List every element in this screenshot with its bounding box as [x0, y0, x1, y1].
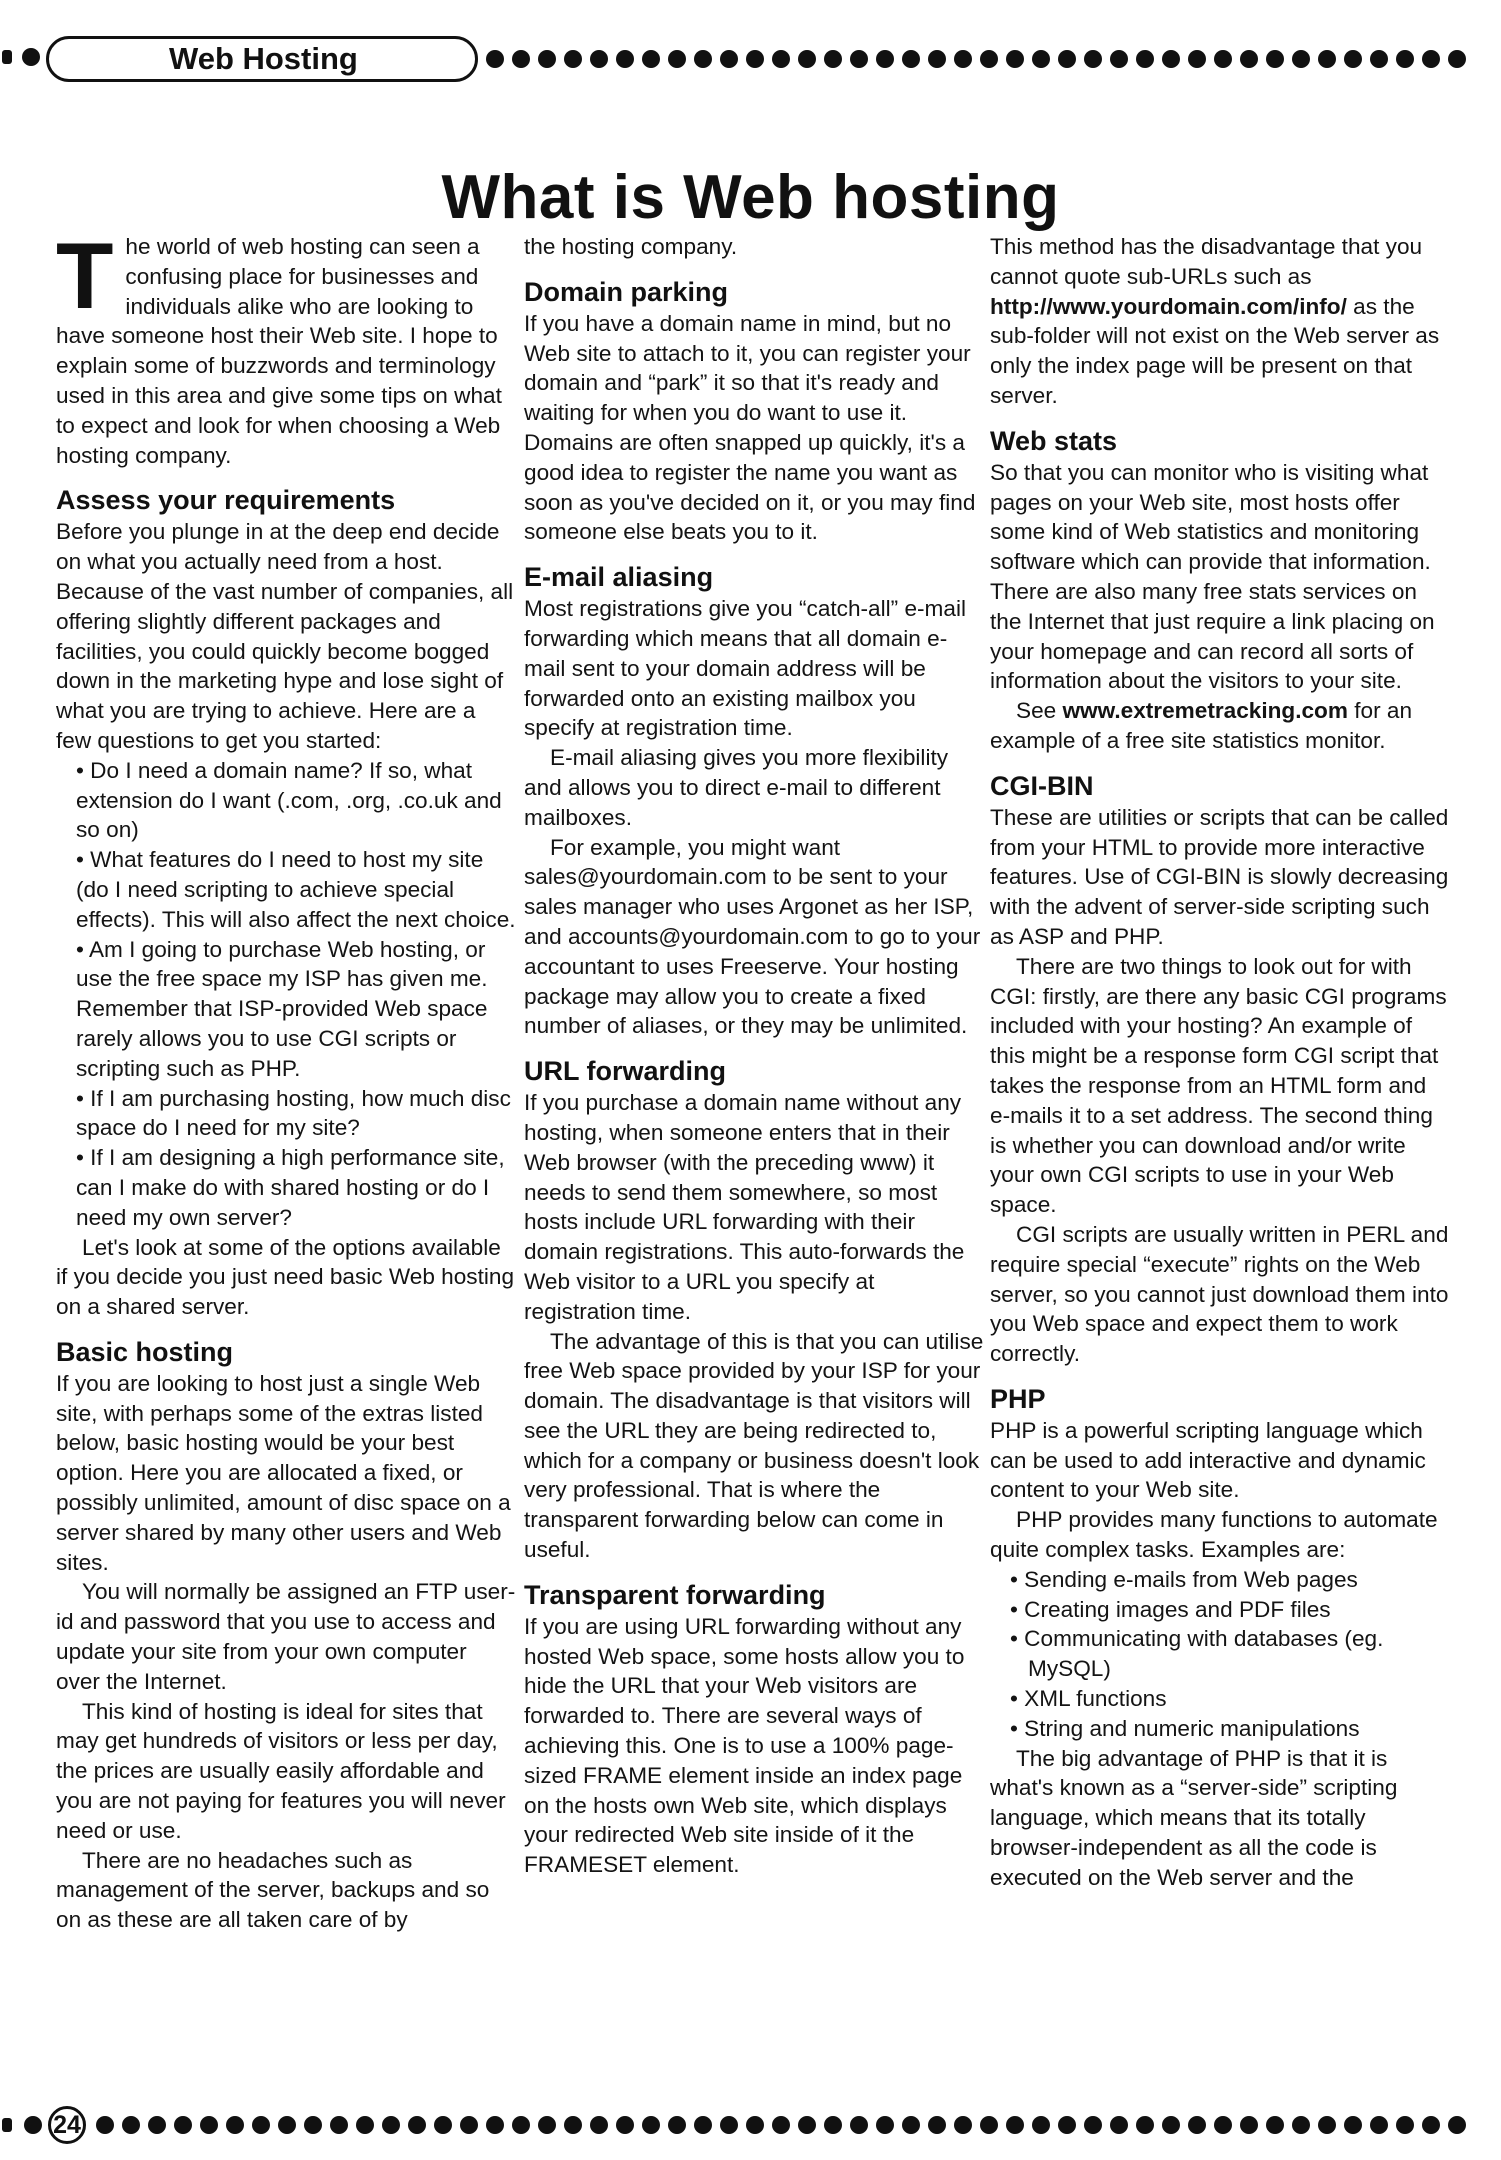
decorative-dot	[1136, 50, 1154, 68]
list-item: • Do I need a domain name? If so, what extension do I want (.com, .org, .co.uk and so on)	[76, 757, 502, 843]
decorative-dot	[980, 50, 998, 68]
list-item: • If I am designing a high performance site, can I make do with shared hosting or do I need my own server?	[76, 1145, 505, 1230]
paragraph: Let's look at some of the options available if you decide you just need basic Web hosting on a shared server.	[56, 1234, 515, 1320]
decorative-dot	[876, 50, 894, 68]
decorative-dot	[1344, 50, 1362, 68]
section-label-pill	[46, 36, 478, 82]
decorative-dot	[642, 2116, 660, 2134]
heading-cgi-bin: CGI-BIN	[990, 770, 1094, 801]
decorative-dot	[668, 50, 686, 68]
decorative-dot	[772, 50, 790, 68]
decorative-dot	[798, 50, 816, 68]
decorative-dot	[122, 2116, 140, 2134]
paragraph: Before you plunge in at the deep end decide on what you actually need from a host. Because of the vast number of companies, all offering slightly different packages and facilities, you could quickly become bogged down in the marketing hype and lose sight of what you are trying to achieve. Here are a few questions to get you started:	[56, 519, 514, 753]
decorative-dot	[902, 2116, 920, 2134]
decorative-dot	[1110, 2116, 1128, 2134]
decorative-dot	[1032, 2116, 1050, 2134]
decorative-dot	[486, 2116, 504, 2134]
footer-dot-rule	[96, 2110, 1474, 2140]
decorative-dot	[22, 48, 40, 66]
decorative-dot	[304, 2116, 322, 2134]
decorative-dot	[382, 2116, 400, 2134]
decorative-dot	[1058, 2116, 1076, 2134]
decorative-dot	[1344, 2116, 1362, 2134]
decorative-dot	[1396, 2116, 1414, 2134]
decorative-dot	[148, 2116, 166, 2134]
decorative-dot	[694, 2116, 712, 2134]
decorative-dot	[1058, 50, 1076, 68]
decorative-dot	[1162, 2116, 1180, 2134]
paragraph: CGI scripts are usually written in PERL and require special “execute” rights on the Web server, so you cannot just download them into you Web space and expect them to work correctly.	[990, 1221, 1449, 1367]
question-list	[56, 756, 516, 1233]
paragraph: See www.extremetracking.com for an example of a free site statistics monitor.	[990, 698, 1413, 753]
decorative-dot	[278, 2116, 296, 2134]
decorative-dot	[746, 2116, 764, 2134]
section-label: Web Hosting	[169, 41, 358, 76]
decorative-dot	[1266, 50, 1284, 68]
paragraph: If you purchase a domain name without any hosting, when someone enters that in their Web browser (with the preceding www) it needs to send them somewhere, so most hosts include URL forwarding with their domain registrations. This auto-forwards the Web visitor to a URL you specify at registration time.	[524, 1090, 965, 1324]
decorative-dot	[564, 50, 582, 68]
decorative-dot	[824, 50, 842, 68]
decorative-dot	[1188, 50, 1206, 68]
decorative-dot	[954, 50, 972, 68]
heading-domain-parking: Domain parking	[524, 276, 729, 307]
heading-assess: Assess your requirements	[56, 485, 396, 516]
decorative-dot	[1292, 2116, 1310, 2134]
decorative-dot	[1318, 50, 1336, 68]
column-1	[56, 223, 516, 1935]
decorative-dot	[1136, 2116, 1154, 2134]
decorative-dot	[434, 2116, 452, 2134]
paragraph: There are two things to look out for with CGI: firstly, are there any basic CGI programs included with your hosting? An example of this might be a response form CGI script that takes the response from an HTML form and e-mails it to a set address. The second thing is whether you can download and/or write your own CGI scripts to use in your Web space.	[990, 953, 1447, 1218]
drop-cap: T	[56, 223, 114, 328]
decorative-dot	[980, 2116, 998, 2134]
decorative-dot	[1162, 50, 1180, 68]
decorative-dot	[772, 2116, 790, 2134]
decorative-dot	[1110, 50, 1128, 68]
decorative-dot	[850, 2116, 868, 2134]
paragraph: If you are looking to host just a single Web site, with perhaps some of the extras listed below, basic hosting would be your best option. Here you are allocated a fixed, or possibly unlimited, amount of disc space on a server shared by many other users and Web sites.	[56, 1370, 511, 1575]
php-feature-list	[990, 1565, 1450, 1744]
decorative-dot	[408, 2116, 426, 2134]
decorative-dot	[1240, 50, 1258, 68]
heading-web-stats: Web stats	[990, 425, 1118, 456]
list-item: • Am I going to purchase Web hosting, or use the free space my ISP has given me. Remember that ISP-provided Web space rarely allows you to use CGI scripts or scripting such as PHP.	[76, 936, 488, 1081]
list-item: • Creating images and PDF files	[1010, 1596, 1331, 1622]
decorative-dot	[590, 2116, 608, 2134]
decorative-dot	[642, 50, 660, 68]
decorative-dot	[1396, 50, 1414, 68]
list-item: • What features do I need to host my site (do I need scripting to achieve special effects). This will also affect the next choice.	[76, 847, 516, 932]
paragraph: You will normally be assigned an FTP user-id and password that you use to access and update your site from your own computer over the Internet.	[56, 1579, 516, 1694]
decorative-dot	[1422, 50, 1440, 68]
heading-url-forwarding: URL forwarding	[524, 1056, 726, 1087]
example-url: http://www.yourdomain.com/info/	[990, 293, 1347, 319]
decorative-dot	[564, 2116, 582, 2134]
paragraph: The advantage of this is that you can utilise free Web space provided by your ISP for your domain. The disadvantage is that visitors will see the URL they are being redirected to, which for a company or business doesn't look very professional. That is where the transparent forwarding below can come in useful.	[524, 1328, 984, 1563]
decorative-dot	[252, 2116, 270, 2134]
paragraph: For example, you might want sales@yourdomain.com to be sent to your sales manager who uses Argonet as her ISP, and accounts@yourdomain.com to go to your accountant to uses Freeserve. Your hosting package may allow you to create a fixed number of aliases, or they may be unlimited.	[524, 834, 981, 1039]
decorative-dot	[1422, 2116, 1440, 2134]
decorative-dot	[1370, 2116, 1388, 2134]
list-item: • Sending e-mails from Web pages	[1010, 1566, 1358, 1592]
paragraph: If you have a domain name in mind, but no Web site to attach to it, you can register your domain and “park” it so that it's ready and waiting for when you do want to use it. Domains are often snapped up quickly, it's a good idea to register the name you want as soon as you've decided on it, or you may find someone else beats you to it.	[524, 310, 976, 545]
decorative-dot	[96, 2116, 114, 2134]
decorative-dot	[1032, 50, 1050, 68]
stats-url: www.extremetracking.com	[1062, 698, 1348, 724]
decorative-dot	[616, 2116, 634, 2134]
page-footer	[0, 2106, 1501, 2150]
decorative-dot	[1084, 50, 1102, 68]
decorative-dot	[24, 2116, 42, 2134]
decorative-dot	[954, 2116, 972, 2134]
paragraph: Most registrations give you “catch-all” e-mail forwarding which means that all domain e-mail sent to your domain address will be forwarded onto an existing mailbox you specify at registration time.	[524, 596, 966, 741]
column-2	[524, 232, 984, 1880]
decorative-dot	[538, 50, 556, 68]
page-number-badge: 24	[48, 2106, 86, 2144]
decorative-dot	[1370, 50, 1388, 68]
paragraph: This method has the disadvantage that you cannot quote sub-URLs such as http://www.yourdomain.com/info/ as the sub-folder will not exist on the Web server as only the index page will be present on that server.	[990, 234, 1440, 408]
decorative-dot	[1448, 2116, 1466, 2134]
decorative-dot	[694, 50, 712, 68]
decorative-dot	[928, 2116, 946, 2134]
heading-php: PHP	[990, 1383, 1046, 1414]
decorative-dot	[1188, 2116, 1206, 2134]
decorative-dot	[200, 2116, 218, 2134]
decorative-dot	[330, 2116, 348, 2134]
decorative-dot	[512, 2116, 530, 2134]
heading-basic-hosting: Basic hosting	[56, 1336, 234, 1367]
paragraph: PHP provides many functions to automate quite complex tasks. Examples are:	[990, 1507, 1438, 1563]
decorative-dot	[1084, 2116, 1102, 2134]
paragraph: This kind of hosting is ideal for sites that may get hundreds of visitors or less per day, the prices are usually easily affordable and you are not paying for features you will never need or use.	[56, 1698, 506, 1843]
decorative-dot	[1318, 2116, 1336, 2134]
list-item: • If I am purchasing hosting, how much disc space do I need for my site?	[76, 1085, 511, 1141]
decorative-dot	[902, 50, 920, 68]
decorative-dot	[746, 50, 764, 68]
decorative-dot	[356, 2116, 374, 2134]
decorative-dot	[876, 2116, 894, 2134]
decorative-dot	[668, 2116, 686, 2134]
decorative-dot	[616, 50, 634, 68]
decorative-dot	[590, 50, 608, 68]
decorative-dot	[1006, 50, 1024, 68]
list-item: • XML functions	[1010, 1686, 1167, 1712]
paragraph: If you are using URL forwarding without any hosted Web space, some hosts allow you to hide the URL that your Web visitors are forwarded to. There are several ways of achieving this. One is to use a 100% page-sized FRAME element inside an index page on the hosts own Web site, which displays your redirected Web site inside of it the FRAMESET element.	[524, 1613, 965, 1878]
decorative-dot	[824, 2116, 842, 2134]
decorative-dot	[538, 2116, 556, 2134]
decorative-dot	[850, 50, 868, 68]
decorative-dot	[226, 2116, 244, 2134]
header-dot-rule	[486, 44, 1474, 74]
paragraph: E-mail aliasing gives you more flexibility and allows you to direct e-mail to different mailboxes.	[524, 745, 949, 830]
decorative-dot	[2, 50, 12, 64]
heading-transparent-forwarding: Transparent forwarding	[524, 1579, 826, 1610]
decorative-dot	[460, 2116, 478, 2134]
column-3	[990, 232, 1450, 1893]
decorative-dot	[798, 2116, 816, 2134]
paragraph: So that you can monitor who is visiting what pages on your Web site, most hosts offer some kind of Web statistics and monitoring software which can provide that information. There are also many free stats services on the Internet that just require a link placing on your homepage and can record all sorts of information about the visitors to your site.	[990, 459, 1435, 694]
heading-email-aliasing: E-mail aliasing	[524, 562, 714, 593]
decorative-dot	[1006, 2116, 1024, 2134]
decorative-dot	[1292, 50, 1310, 68]
list-item: • String and numeric manipulations	[1010, 1715, 1360, 1741]
section-header	[0, 36, 1501, 86]
decorative-dot	[720, 50, 738, 68]
paragraph: There are no headaches such as management of the server, backups and so on as these are all taken care of by	[56, 1847, 490, 1933]
page-title: What is Web hosting	[441, 162, 1060, 232]
decorative-dot	[174, 2116, 192, 2134]
decorative-dot	[1448, 50, 1466, 68]
paragraph: The big advantage of PHP is that it is what's known as a “server-side” scripting language, which means that its totally browser-independent as all the code is executed on the Web server and the	[990, 1745, 1398, 1890]
decorative-dot	[486, 50, 504, 68]
decorative-dot	[1214, 50, 1232, 68]
paragraph: These are utilities or scripts that can be called from your HTML to provide more interactive features. Use of CGI-BIN is slowly decreasing with the advent of server-side scripting such as ASP and PHP.	[990, 804, 1449, 949]
decorative-dot	[720, 2116, 738, 2134]
decorative-dot	[512, 50, 530, 68]
intro-paragraph: The world of web hosting can seen a confusing place for businesses and individuals alike who are looking to have someone host their Web site. I hope to explain some of buzzwords and terminology used in this area and give some tips on what to expect and look for when choosing a Web hosting company.	[56, 223, 502, 468]
decorative-dot	[928, 50, 946, 68]
decorative-dot	[2, 2118, 12, 2132]
paragraph: PHP is a powerful scripting language which can be used to add interactive and dynamic content to your Web site.	[990, 1417, 1426, 1503]
list-item: • Communicating with databases (eg. MySQL)	[1010, 1626, 1384, 1682]
decorative-dot	[1214, 2116, 1232, 2134]
decorative-dot	[1240, 2116, 1258, 2134]
decorative-dot	[1266, 2116, 1284, 2134]
paragraph: the hosting company.	[524, 234, 738, 259]
